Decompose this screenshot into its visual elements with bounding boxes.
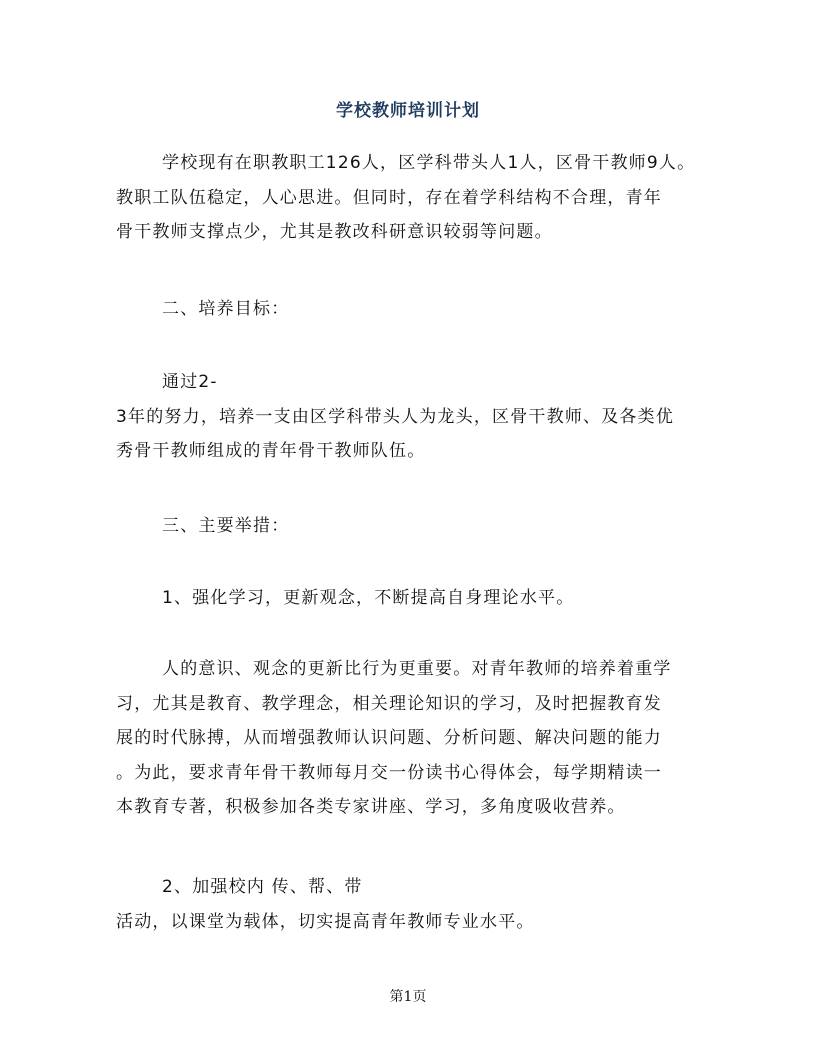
text-line: 学校现有在职教职工126人，区学科带头人1人，区骨干教师9人。 [162,153,696,173]
text-line: 3年的努力，培养一支由区学科带头人为龙头，区骨干教师、及各类优 [116,406,675,427]
text-line: 习，尤其是教育、教学理念，相关理论知识的学习，及时把握教育发 [116,693,662,714]
text-line: 。为此，要求青年骨干教师每月交一份读书心得体会，每学期精读一 [116,762,662,783]
text-line: 展的时代脉搏，从而增强教师认识问题、分析问题、解决问题的能力 [116,728,662,748]
paragraph-learning-details [116,652,700,825]
text-line: 活动，以课堂为载体，切实提高青年教师专业水平。 [116,911,535,932]
section-heading-goals: 二、培养目标： [162,299,290,319]
text-line: 人的意识、观念的更新比行为更重要。对青年教师的培养着重学 [162,659,672,679]
subheading-strengthen-learning: 1、强化学习，更新观念，不断提高自身理论水平。 [162,588,575,608]
paragraph-goals [116,365,700,469]
paragraph-staff-overview [116,146,700,250]
text-line: 秀骨干教师组成的青年骨干教师队伍。 [116,441,426,461]
section-heading-measures: 三、主要举措： [162,516,290,536]
text-line: 骨干教师支撑点少，尤其是教改科研意识较弱等问题。 [116,222,553,242]
text-line: 通过2- [162,372,218,392]
page-number: 第1页 [389,989,427,1005]
subheading-mentoring [116,870,700,939]
text-line: 本教育专著，积极参加各类专家讲座、学习，多角度吸收营养。 [116,797,626,817]
text-line: 2、加强校内 传、帮、带 [162,877,363,897]
document-title: 学校教师培训计划 [336,101,480,121]
text-line: 教职工队伍稳定，人心思进。但同时，存在着学科结构不合理，青年 [116,187,662,208]
